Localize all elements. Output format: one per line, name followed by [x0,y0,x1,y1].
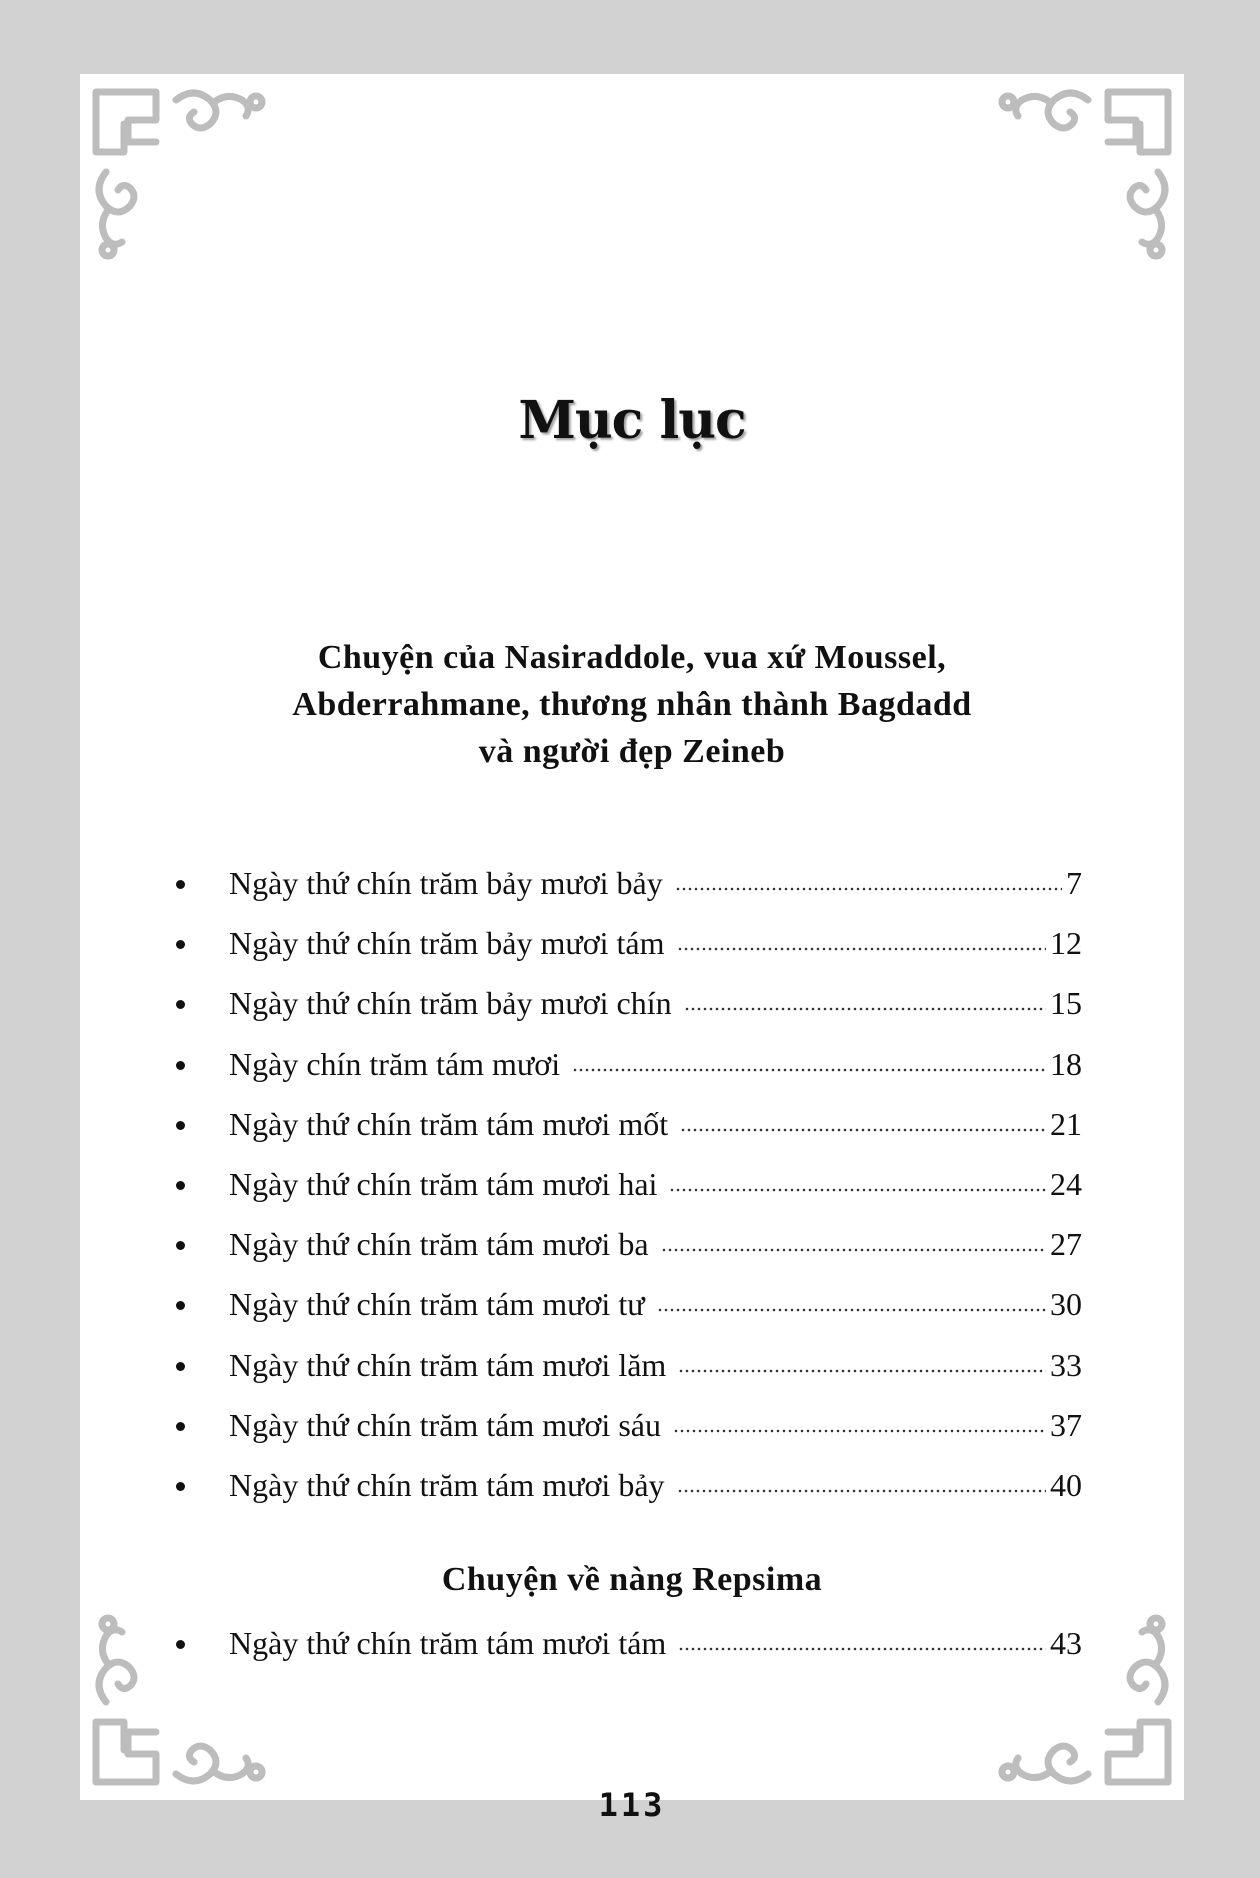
toc-entry[interactable] [176,1163,1082,1223]
page-number: 113 [598,1786,666,1824]
toc-entry-page: 27 [1050,1226,1082,1263]
toc-entry-page: 24 [1050,1165,1082,1202]
dot-leader [677,922,1046,952]
toc-entry[interactable] [176,1043,1082,1103]
toc-entry[interactable] [176,922,1082,982]
section-heading-nasiraddole [80,634,1184,775]
toc-entry-title: Ngày thứ chín trăm tám mươi lăm [229,1346,667,1383]
toc-entry-page: 37 [1050,1406,1082,1443]
toc-entry[interactable] [176,862,1082,922]
toc-entry[interactable] [176,1344,1082,1404]
dot-leader [572,1043,1046,1073]
dot-leader [677,1464,1046,1494]
toc-entry-title: Ngày thứ chín trăm tám mươi bảy [229,1466,665,1503]
bullet-icon [176,1640,185,1649]
corner-ornament-top-right [988,80,1178,270]
toc-entry-page: 30 [1050,1286,1082,1323]
toc-entry-title: Ngày thứ chín trăm tám mươi tư [229,1286,645,1323]
dot-leader [684,982,1046,1012]
toc-entry-page: 40 [1050,1466,1082,1503]
bullet-icon [176,1181,185,1190]
toc-entry-page: 7 [1066,865,1082,901]
dot-leader [673,1404,1046,1434]
bullet-icon [176,1362,185,1371]
toc-entry[interactable] [176,1223,1082,1283]
toc-entry[interactable] [176,982,1082,1042]
dot-leader [678,1344,1046,1374]
dot-leader [669,1163,1046,1193]
toc-entry[interactable] [176,1283,1082,1343]
dot-leader [661,1223,1046,1253]
bullet-icon [176,1000,185,1009]
toc-entry-page: 12 [1050,925,1082,962]
toc-entry-page: 15 [1050,985,1082,1022]
toc-entry-title: Ngày thứ chín trăm tám mươi mốt [229,1105,669,1142]
bullet-icon [176,1061,185,1070]
toc-entry[interactable] [176,1404,1082,1464]
bullet-icon [176,1241,185,1250]
toc-entry-page: 18 [1050,1045,1082,1082]
book-page [80,74,1184,1824]
toc-entry-title: Ngày chín trăm tám mươi [229,1045,561,1082]
dot-leader [657,1283,1046,1313]
bullet-icon [176,1482,185,1491]
dot-leader [680,1103,1046,1133]
corner-ornament-top-left [86,80,276,270]
section-heading-line: Chuyện của Nasiraddole, vua xứ Moussel, [317,639,947,676]
toc-entry[interactable] [176,1464,1082,1524]
bullet-icon [176,1301,185,1310]
toc-entry-page: 21 [1050,1105,1082,1142]
toc-entry-page: 33 [1050,1346,1082,1383]
page-title: Mục lục [518,390,746,451]
section-heading-line: Abderrahmane, thương nhân thành Bagdadd [292,686,972,723]
bullet-icon [176,1121,185,1130]
bullet-icon [176,880,185,889]
toc-list [176,862,1082,1524]
bullet-icon [176,940,185,949]
dot-leader [675,862,1062,892]
section-heading-line: Chuyện về nàng Repsima [441,1561,823,1598]
section-heading-repsima [80,1556,1184,1603]
toc-entry-page: 43 [1050,1625,1082,1661]
dot-leader [678,1622,1046,1652]
toc-entry[interactable] [176,1103,1082,1163]
toc-entry-title: Ngày thứ chín trăm bảy mươi chín [229,985,672,1022]
toc-entry-title: Ngày thứ chín trăm tám mươi ba [229,1226,649,1263]
bullet-icon [176,1422,185,1431]
toc-entry-title: Ngày thứ chín trăm tám mươi hai [229,1165,658,1202]
toc-list [176,1622,1082,1682]
section-heading-line: và người đẹp Zeineb [478,733,786,770]
toc-entry-title: Ngày thứ chín trăm tám mươi tám [229,1625,667,1661]
toc-entry[interactable] [176,1622,1082,1682]
toc-entry-title: Ngày thứ chín trăm bảy mươi bảy [229,865,663,901]
toc-entry-title: Ngày thứ chín trăm bảy mươi tám [229,925,665,962]
toc-entry-title: Ngày thứ chín trăm tám mươi sáu [229,1406,661,1443]
